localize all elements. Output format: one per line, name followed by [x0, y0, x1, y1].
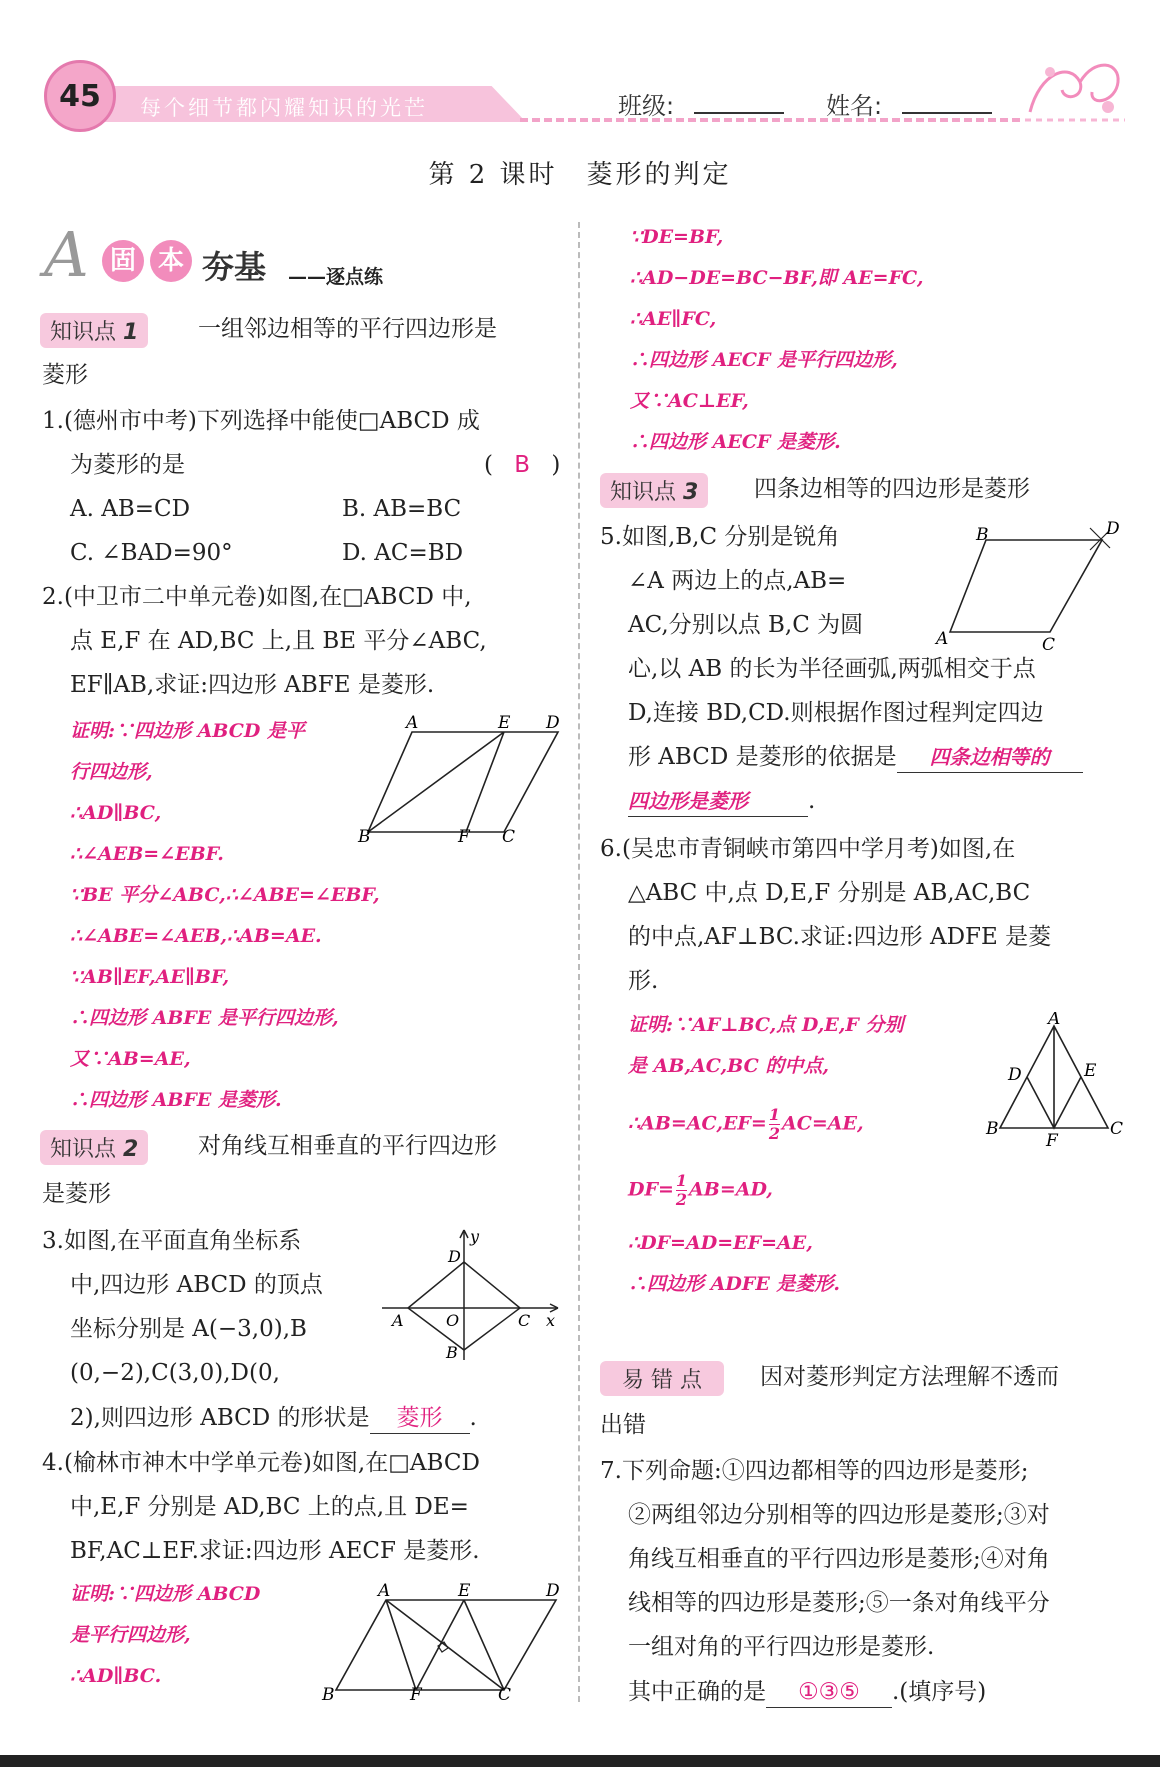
q5-stem-3: AC,分别以点 B,C 为圆 [628, 612, 864, 638]
q6-proof-part: AC=AE, [782, 1112, 864, 1135]
q6-label-d: D [1008, 1065, 1022, 1085]
q7-stem-5: 一组对角的平行四边形是菱形. [628, 1634, 935, 1660]
q3-label-o: O [446, 1311, 460, 1330]
q2-stem: 2.(中卫市二中单元卷)如图,在□ABCD 中, [42, 584, 472, 610]
fraction-num: 1 [675, 1171, 688, 1190]
q2-proof-line: ∵AB∥EF,AE∥BF, [70, 966, 230, 988]
q6-proof-line: 是 AB,AC,BC 的中点, [628, 1055, 829, 1077]
kp-tag-label: 知识点 [50, 320, 117, 345]
class-blank[interactable] [694, 90, 784, 114]
q2-label-f: F [458, 827, 470, 844]
q6-proof-part: ∴AB=AC,EF= [628, 1112, 767, 1135]
q6-label-a: A [1048, 1012, 1061, 1029]
kp-tag-label: 知识点 [610, 480, 677, 505]
error-text: 因对菱形判定方法理解不透而 [760, 1364, 1059, 1390]
q2-figure [356, 714, 566, 844]
q7-stem-2: ②两组邻边分别相等的四边形是菱形;③对 [628, 1502, 1050, 1528]
q6-stem-2: △ABC 中,点 D,E,F 分别是 AB,AC,BC [628, 880, 1031, 906]
q3-label-y: y [470, 1227, 480, 1246]
q1-answer-bracket [484, 450, 560, 480]
q2-proof-line: ∴∠ABE=∠AEB,∴AB=AE. [70, 925, 322, 947]
section-a-heading [44, 218, 404, 294]
error-tag: 易 错 点 [600, 1361, 724, 1396]
q6-label-c: C [1110, 1119, 1124, 1139]
kp-tag-number: 3 [683, 480, 699, 505]
q2-proof-line: ∴∠AEB=∠EBF. [70, 843, 224, 865]
q4-proof-line: 是平行四边形, [70, 1624, 191, 1646]
name-label: 姓名: [826, 92, 883, 120]
paren-open: ( [484, 452, 493, 478]
q4-proof-line: ∵DE=BF, [630, 226, 724, 248]
q2-proof-line: 行四边形, [70, 761, 153, 783]
q4-label-e: E [458, 1581, 471, 1601]
q3-stem-2: 中,四边形 ABCD 的顶点 [70, 1272, 323, 1298]
knowledge-tag-3 [600, 473, 708, 508]
section-char-3: 夯基 [202, 248, 267, 286]
q5-label-a: A [936, 629, 949, 649]
q3-answer[interactable]: 菱形 [370, 1403, 470, 1434]
q1-option-d: D. AC=BD [342, 540, 464, 566]
q6-proof-part: AB=AD, [689, 1178, 773, 1201]
q3-period: . [469, 1405, 477, 1431]
q4-figure [320, 1578, 570, 1702]
q7-answer[interactable]: ①③⑤ [766, 1677, 892, 1708]
q4-stem-2: 中,E,F 分别是 AD,BC 上的点,且 DE= [70, 1494, 469, 1520]
q5-answer-2[interactable]: 四边形是菱形 [628, 786, 808, 817]
header-divider [520, 118, 1020, 122]
kp-tag-number: 1 [123, 320, 139, 345]
q3-label-d: D [448, 1247, 461, 1266]
knowledge-tag-1 [40, 313, 148, 348]
q5-figure [930, 520, 1130, 654]
q2-proof-line: ∴AD∥BC, [70, 802, 162, 824]
q6-proof-line: 证明:∵AF⊥BC,点 D,E,F 分别 [628, 1014, 904, 1036]
q6-label-b: B [986, 1119, 999, 1139]
q3-label-a: A [392, 1311, 404, 1330]
q6-proof-part: DF= [628, 1178, 674, 1201]
q4-label-a: A [378, 1581, 391, 1601]
q6-stem: 6.(吴忠市青铜峡市第四中学月考)如图,在 [600, 836, 1016, 862]
q6-proof-line: ∴DF=AD=EF=AE, [628, 1232, 813, 1254]
q2-stem-3: EF∥AB,求证:四边形 ABFE 是菱形. [70, 672, 435, 698]
q5-answer-1[interactable]: 四条边相等的 [897, 742, 1083, 773]
q2-stem-2: 点 E,F 在 AD,BC 上,且 BE 平分∠ABC, [70, 628, 487, 654]
q3-label-b: B [446, 1343, 458, 1362]
kp-tag-label: 知识点 [50, 1137, 117, 1162]
q2-label-e: E [498, 714, 511, 733]
q2-proof-line: 证明:∵四边形 ABCD 是平 [70, 720, 305, 742]
q2-proof-line: ∴四边形 ABFE 是平行四边形, [70, 1007, 339, 1029]
class-field [618, 86, 784, 121]
q5-label-d: D [1106, 520, 1120, 539]
q2-label-b: B [358, 827, 371, 844]
q6-proof-line [628, 1106, 864, 1143]
header-slogan: 每个细节都闪耀知识的光芒 [140, 96, 428, 120]
kp3-text: 四条边相等的四边形是菱形 [754, 476, 1030, 502]
q7-stem-3: 角线互相垂直的平行四边形是菱形;④对角 [628, 1546, 1050, 1572]
q4-proof-line: ∴AD∥BC. [70, 1665, 162, 1687]
q5-label-b: B [976, 525, 989, 545]
q7-stem: 7.下列命题:①四边都相等的四边形是菱形; [600, 1458, 1029, 1484]
q5-stem-2: ∠A 两边上的点,AB= [628, 568, 847, 594]
knowledge-tag-2 [40, 1130, 148, 1165]
q6-stem-3: 的中点,AF⊥BC.求证:四边形 ADFE 是菱 [628, 924, 1052, 950]
q4-proof-line: 又∵AC⊥EF, [630, 390, 749, 412]
q5-stem-6 [628, 742, 1083, 773]
q4-proof-line: ∴四边形 AECF 是平行四边形, [630, 349, 898, 371]
kp1-text: 一组邻边相等的平行四边形是 [198, 316, 497, 342]
fraction-den: 2 [675, 1190, 688, 1209]
q5-stem-7 [628, 786, 815, 817]
bottom-bar [0, 1755, 1160, 1767]
name-blank[interactable] [902, 90, 992, 114]
q2-label-c: C [502, 827, 516, 844]
q6-label-e: E [1084, 1061, 1097, 1081]
error-text-2: 出错 [600, 1412, 646, 1438]
q2-proof-line: ∵BE 平分∠ABC,∴∠ABE=∠EBF, [70, 884, 380, 906]
flourish-ornament-icon [1020, 52, 1130, 124]
section-char-1: 固 [102, 240, 144, 282]
q4-stem-3: BF,AC⊥EF.求证:四边形 AECF 是菱形. [70, 1538, 480, 1564]
q5-period: . [808, 788, 816, 814]
paren-close: ) [551, 452, 561, 478]
q3-label-x: x [546, 1311, 556, 1330]
q5-stem-4: 心,以 AB 的长为半径画弧,两弧相交于点 [628, 656, 1036, 682]
fraction-num: 1 [768, 1105, 780, 1124]
section-char-2: 本 [150, 240, 192, 282]
fraction [769, 1106, 780, 1143]
q2-proof-line: ∴四边形 ABFE 是菱形. [70, 1089, 282, 1111]
q4-label-c: C [498, 1685, 512, 1702]
section-subtitle: ——逐点练 [288, 266, 384, 288]
kp1-text-2: 菱形 [42, 362, 88, 388]
q4-label-f: F [410, 1685, 422, 1702]
q2-label-d: D [546, 714, 560, 733]
column-divider [578, 222, 580, 1702]
q2-label-a: A [406, 714, 419, 733]
kp-tag-number: 2 [123, 1137, 139, 1162]
q7-text: 其中正确的是 [628, 1679, 766, 1705]
q5-label-c: C [1042, 635, 1056, 654]
q3-stem-3: 坐标分别是 A(−3,0),B [70, 1316, 307, 1342]
q5-text: 形 ABCD 是菱形的依据是 [628, 744, 897, 770]
q1-option-a: A. AB=CD [70, 496, 191, 522]
kp2-text-2: 是菱形 [42, 1181, 111, 1207]
lesson-title: 第 2 课时 菱形的判定 [428, 160, 732, 190]
q5-stem-5: D,连接 BD,CD.则根据作图过程判定四边 [628, 700, 1044, 726]
q6-stem-4: 形. [628, 968, 659, 994]
q1-option-b: B. AB=BC [342, 496, 462, 522]
q6-figure [980, 1012, 1130, 1152]
q7-stem-4: 线相等的四边形是菱形;⑤一条对角线平分 [628, 1590, 1050, 1616]
q4-proof-line: ∴AD−DE=BC−BF,即 AE=FC, [630, 267, 924, 289]
q4-proof-line: 证明:∵四边形 ABCD [70, 1583, 261, 1605]
q4-proof-line: ∴四边形 AECF 是菱形. [630, 431, 841, 453]
q4-stem: 4.(榆林市神木中学单元卷)如图,在□ABCD [42, 1450, 480, 1476]
kp2-text: 对角线互相垂直的平行四边形 [198, 1133, 497, 1159]
q3-stem: 3.如图,在平面直角坐标系 [42, 1228, 302, 1254]
q3-text: 2),则四边形 ABCD 的形状是 [70, 1405, 370, 1431]
q3-stem-4: (0,−2),C(3,0),D(0, [70, 1360, 280, 1386]
q6-label-f: F [1046, 1131, 1058, 1151]
q3-figure [378, 1226, 568, 1362]
q3-stem-5 [70, 1403, 477, 1434]
q1-answer[interactable]: B [514, 452, 531, 478]
section-letter: A [44, 218, 89, 291]
page-number: 45 [44, 60, 116, 132]
q2-proof-line: 又∵AB=AE, [70, 1048, 191, 1070]
q7-suffix: .(填序号) [892, 1679, 987, 1705]
q1-option-c: C. ∠BAD=90° [70, 540, 233, 566]
q4-proof-line: ∴AE∥FC, [630, 308, 717, 330]
q1-stem: 1.(德州市中考)下列选择中能使□ABCD 成 [42, 408, 480, 434]
q6-proof-line: ∴四边形 ADFE 是菱形. [628, 1273, 841, 1295]
fraction [676, 1172, 687, 1209]
name-field [826, 86, 992, 121]
q6-proof-line [628, 1172, 773, 1209]
q4-label-d: D [546, 1581, 560, 1601]
fraction-den: 2 [768, 1124, 780, 1143]
class-label: 班级: [618, 92, 675, 120]
q5-stem: 5.如图,B,C 分别是锐角 [600, 524, 840, 550]
q7-stem-6 [628, 1677, 986, 1708]
q4-label-b: B [322, 1685, 335, 1702]
q1-stem-2: 为菱形的是 [70, 452, 185, 478]
q3-label-c: C [518, 1311, 531, 1330]
